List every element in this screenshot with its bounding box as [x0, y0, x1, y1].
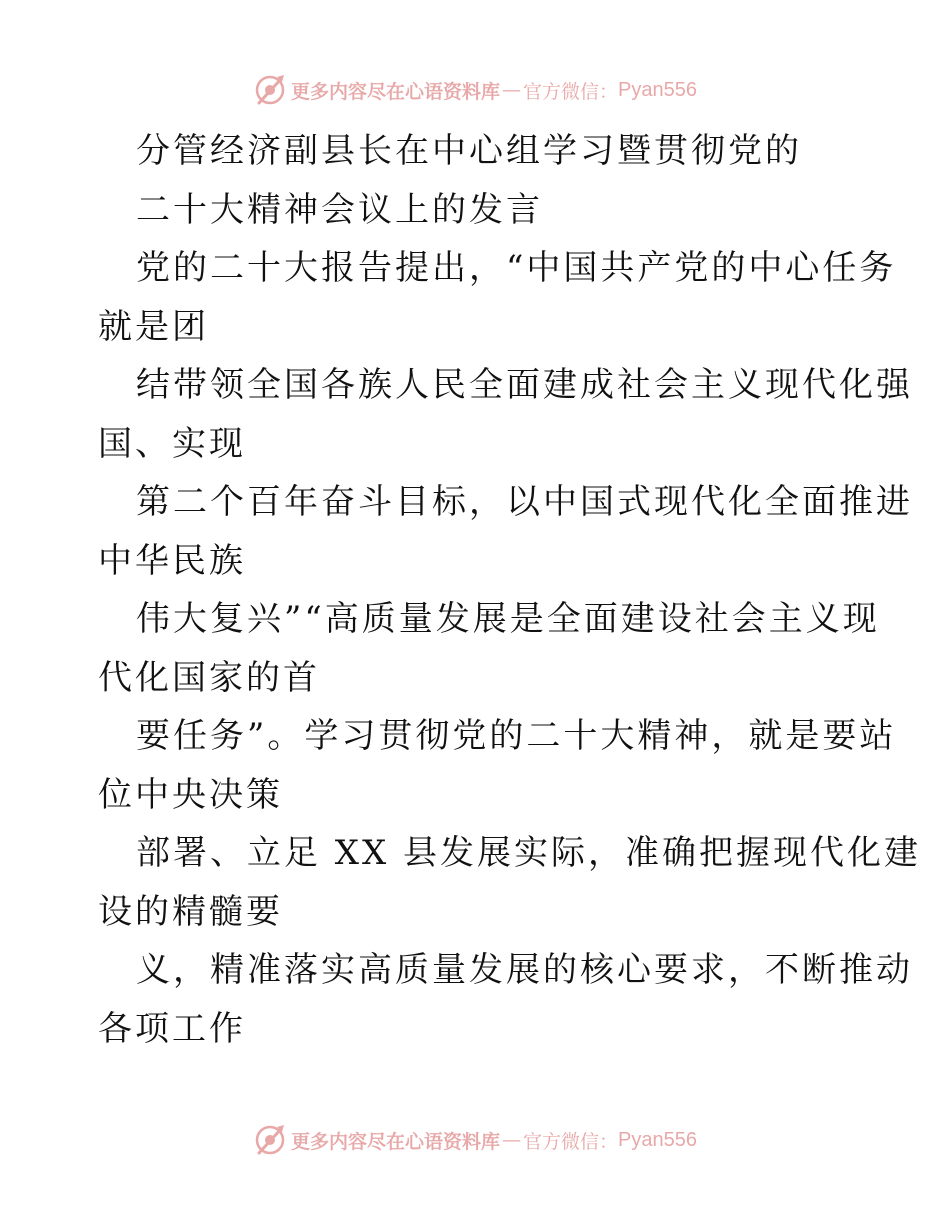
paragraph-line: 代化国家的首	[98, 657, 320, 698]
document-body	[98, 122, 922, 1058]
paragraph-line: 位中央决策	[98, 774, 283, 815]
paragraph-line: 党的二十大报告提出，“中国共产党的中心任务	[136, 248, 897, 288]
watermark-text: 更多内容尽在心语资料库	[291, 1130, 501, 1153]
paragraph-line: 中华民族	[98, 540, 246, 581]
watermark-dash: —	[502, 1129, 522, 1151]
paragraph-line: 义，精准落实高质量发展的核心要求，不断推动	[136, 950, 913, 990]
watermark-handle: Pyan556	[618, 1128, 697, 1151]
quill-logo-icon	[253, 1123, 287, 1157]
title-line-1: 分管经济副县长在中心组学习暨贯彻党的	[136, 131, 802, 171]
quill-logo-icon	[253, 73, 287, 107]
paragraph-line: 各项工作	[98, 1008, 246, 1049]
paragraph-line: 第二个百年奋斗目标，以中国式现代化全面推进	[136, 482, 913, 522]
paragraph-line: 结带领全国各族人民全面建成社会主义现代化强	[136, 365, 913, 405]
footer-watermark	[0, 1120, 950, 1160]
header-watermark	[0, 70, 950, 110]
paragraph-line: 伟大复兴”“高质量发展是全面建设社会主义现	[136, 599, 880, 639]
paragraph-line: 设的精髓要	[98, 891, 283, 932]
title-line-2: 二十大精神会议上的发言	[136, 189, 543, 230]
watermark-label: 官方微信：	[523, 80, 619, 103]
watermark-dash: —	[502, 79, 522, 101]
paragraph-line: 就是团	[98, 306, 209, 347]
paragraph-line: 部署、立足 XX 县发展实际，准确把握现代化建	[136, 833, 922, 873]
watermark-text: 更多内容尽在心语资料库	[291, 80, 501, 103]
paragraph-line: 要任务”。学习贯彻党的二十大精神，就是要站	[136, 716, 897, 756]
watermark-handle: Pyan556	[618, 78, 697, 101]
watermark-label: 官方微信：	[523, 1130, 619, 1153]
paragraph-line: 国、实现	[98, 423, 246, 464]
